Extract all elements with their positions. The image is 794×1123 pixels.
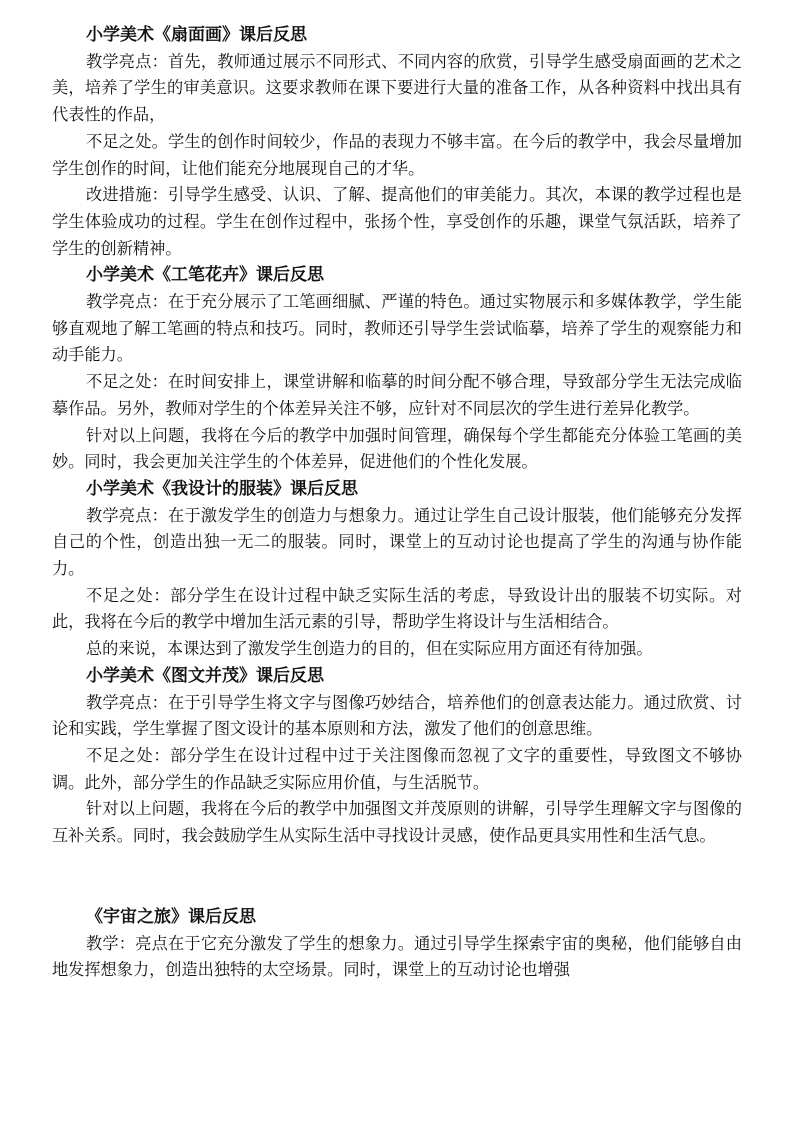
paragraph-shortcomings: 不足之处：部分学生在设计过程中过于关注图像而忽视了文字的重要性，导致图文不够协调。此外，部分学生的作品缺乏实际应用价值，与生活脱节。: [52, 745, 742, 792]
paragraph-summary: 总的来说，本课达到了激发学生创造力的目的，但在实际应用方面还有待加强。: [86, 639, 653, 659]
paragraph-shortcomings: 不足之处：部分学生在设计过程中缺乏实际生活的考虑，导致设计出的服装不切实际。对此，我将在今后的教学中增加生活元素的引导，帮助学生将设计与生活相结合。: [52, 585, 742, 632]
paragraph-improvements: 针对以上问题，我将在今后的教学中加强图文并茂原则的讲解，引导学生理解文字与图像的互补关系。同时，我会鼓励学生从实际生活中寻找设计灵感，使作品更具实用性和生活气息。: [52, 799, 742, 846]
paragraph-improvements: 针对以上问题，我将在今后的教学中加强时间管理，确保每个学生都能充分体验工笔画的美妙。同时，我会更加关注学生的个体差异，促进他们的个性化发展。: [52, 425, 742, 472]
paragraph-highlights: 教学亮点：在于充分展示了工笔画细腻、严谨的特色。通过实物展示和多媒体教学，学生能够直观地了解工笔画的特点和技巧。同时，教师还引导学生尝试临摹，培养了学生的观察能力和动手能力。: [52, 292, 742, 365]
section-gongbi-flowers: [52, 262, 742, 476]
document-body: [52, 22, 742, 984]
section-clothing-design: [52, 476, 742, 663]
paragraph-improvements: 改进措施：引导学生感受、认识、了解、提高他们的审美能力。其次，本课的教学过程也是学生体验成功的过程。学生在创作过程中，张扬个性，享受创作的乐趣，课堂气氛活跃，培养了学生的创新精神。: [52, 185, 742, 258]
section-title: 小学美术《扇面画》课后反思: [86, 25, 307, 45]
section-text-and-image: [52, 663, 742, 850]
paragraph-highlights: 教学亮点：首先，教师通过展示不同形式、不同内容的欣赏，引导学生感受扇面画的艺术之美，培养了学生的审美意识。这要求教师在课下要进行大量的准备工作，从各种资料中找出具有代表性的作品，: [52, 51, 742, 125]
paragraph-highlights: 教学亮点：在于激发学生的创造力与想象力。通过让学生自己设计服装，他们能够充分发挥自己的个性，创造出独一无二的服装。同时，课堂上的互动讨论也提高了学生的沟通与协作能力。: [52, 505, 742, 579]
paragraph-shortcomings: 不足之处：在时间安排上，课堂讲解和临摹的时间分配不够合理，导致部分学生无法完成临摹作品。另外，教师对学生的个体差异关注不够，应针对不同层次的学生进行差异化教学。: [52, 372, 742, 418]
blank-spacer: [52, 850, 742, 904]
section-title: 小学美术《我设计的服装》课后反思: [86, 478, 358, 499]
paragraph-highlights: 教学亮点：在于引导学生将文字与图像巧妙结合，培养他们的创意表达能力。通过欣赏、讨论和实践，学生掌握了图文设计的基本原则和方法，激发了他们的创意思维。: [52, 692, 742, 739]
section-space-journey: [52, 904, 742, 984]
section-title: 《宇宙之旅》课后反思: [86, 906, 256, 927]
section-title: 小学美术《图文并茂》课后反思: [86, 665, 324, 686]
paragraph-shortcomings: 不足之处。学生的创作时间较少，作品的表现力不够丰富。在今后的教学中，我会尽量增加学生创作的时间，让他们能充分地展现自己的才华。: [52, 131, 742, 178]
paragraph-highlights: 教学：亮点在于它充分激发了学生的想象力。通过引导学生探索宇宙的奥秘，他们能够自由地发挥想象力，创造出独特的太空场景。同时，课堂上的互动讨论也增强: [52, 933, 742, 980]
section-title: 小学美术《工笔花卉》课后反思: [86, 265, 324, 286]
section-fan-painting: [52, 22, 742, 262]
